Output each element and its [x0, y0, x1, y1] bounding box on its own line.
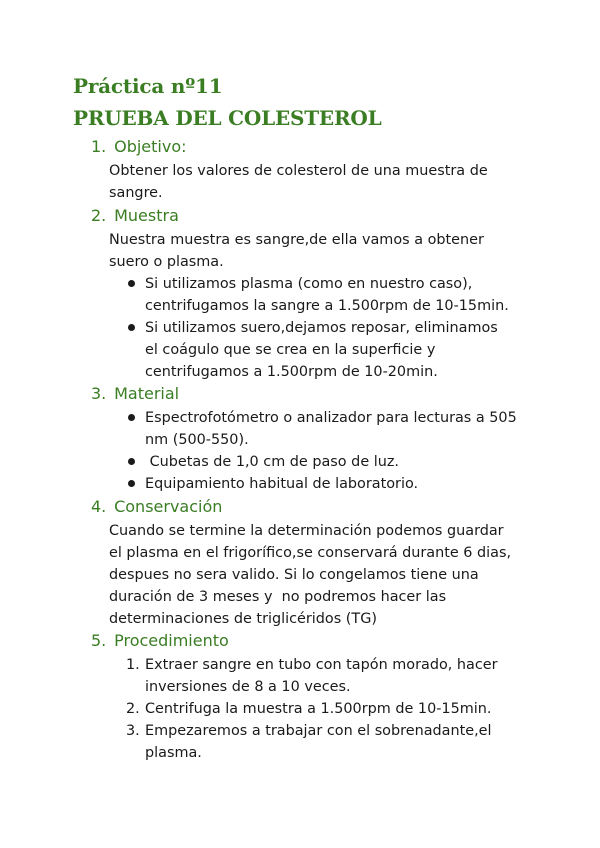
bullet-line: centrifugamos la sangre a 1.500rpm de 10-15min. [145, 298, 509, 314]
section-number: 1. [91, 137, 107, 156]
section-number: 4. [91, 497, 107, 516]
section-number: 2. [91, 206, 107, 225]
section-title: Objetivo: [114, 137, 187, 156]
bullet-dot [128, 414, 135, 421]
section-title: Material [114, 384, 180, 403]
paragraph-line: suero o plasma. [109, 254, 224, 270]
section-heading [91, 384, 179, 403]
paragraph-line: sangre. [109, 185, 163, 201]
bullet-line: centrifugamos a 1.500rpm de 10-20min. [145, 364, 438, 380]
paragraph-line: Obtener los valores de colesterol de una muestra de [109, 163, 488, 179]
section-number: 5. [91, 631, 107, 650]
step-number: 3. [126, 723, 140, 739]
bullet-dot [128, 324, 135, 331]
page-subtitle: PRUEBA DEL COLESTEROL [73, 106, 382, 130]
step-line: inversiones de 8 a 10 veces. [145, 679, 351, 695]
section-title: Procedimiento [114, 631, 229, 650]
bullet-dot [128, 280, 135, 287]
step-line: Centrifuga la muestra a 1.500rpm de 10-15min. [145, 701, 492, 717]
bullet-line: Si utilizamos suero,dejamos reposar, eliminamos [145, 320, 498, 336]
paragraph-line: Cuando se termine la determinación podemos guardar [109, 523, 504, 539]
step-line: plasma. [145, 745, 202, 761]
section-heading [91, 631, 229, 650]
bullet-line: el coágulo que se crea en la superficie y [145, 342, 436, 358]
paragraph-line: duración de 3 meses y no podremos hacer las [109, 589, 447, 605]
section-number: 3. [91, 384, 107, 403]
paragraph-line: despues no sera valido. Si lo congelamos tiene una [109, 567, 479, 583]
step-line: Extraer sangre en tubo con tapón morado, hacer [145, 657, 498, 673]
page-title: Práctica nº11 [73, 74, 223, 98]
bullet-line: Si utilizamos plasma (como en nuestro caso), [145, 276, 473, 292]
bullet-line: Equipamiento habitual de laboratorio. [145, 476, 419, 492]
bullet-dot [128, 458, 135, 465]
section-title: Muestra [114, 206, 179, 225]
bullet-dot [128, 480, 135, 487]
section-heading [91, 206, 179, 225]
paragraph-line: Nuestra muestra es sangre,de ella vamos a obtener [109, 232, 484, 248]
bullet-line: Espectrofotómetro o analizador para lecturas a 505 [145, 410, 517, 426]
section-title: Conservación [114, 497, 223, 516]
bullet-line: nm (500-550). [145, 432, 249, 448]
bullet-line: Cubetas de 1,0 cm de paso de luz. [145, 454, 399, 470]
paragraph-line: determinaciones de triglicéridos (TG) [109, 611, 377, 627]
section-heading [91, 497, 222, 516]
step-line: Empezaremos a trabajar con el sobrenadante,el [145, 723, 492, 739]
step-number: 1. [126, 657, 140, 673]
section-heading [91, 137, 187, 156]
step-number: 2. [126, 701, 140, 717]
paragraph-line: el plasma en el frigorífico,se conservará durante 6 dias, [109, 545, 512, 561]
